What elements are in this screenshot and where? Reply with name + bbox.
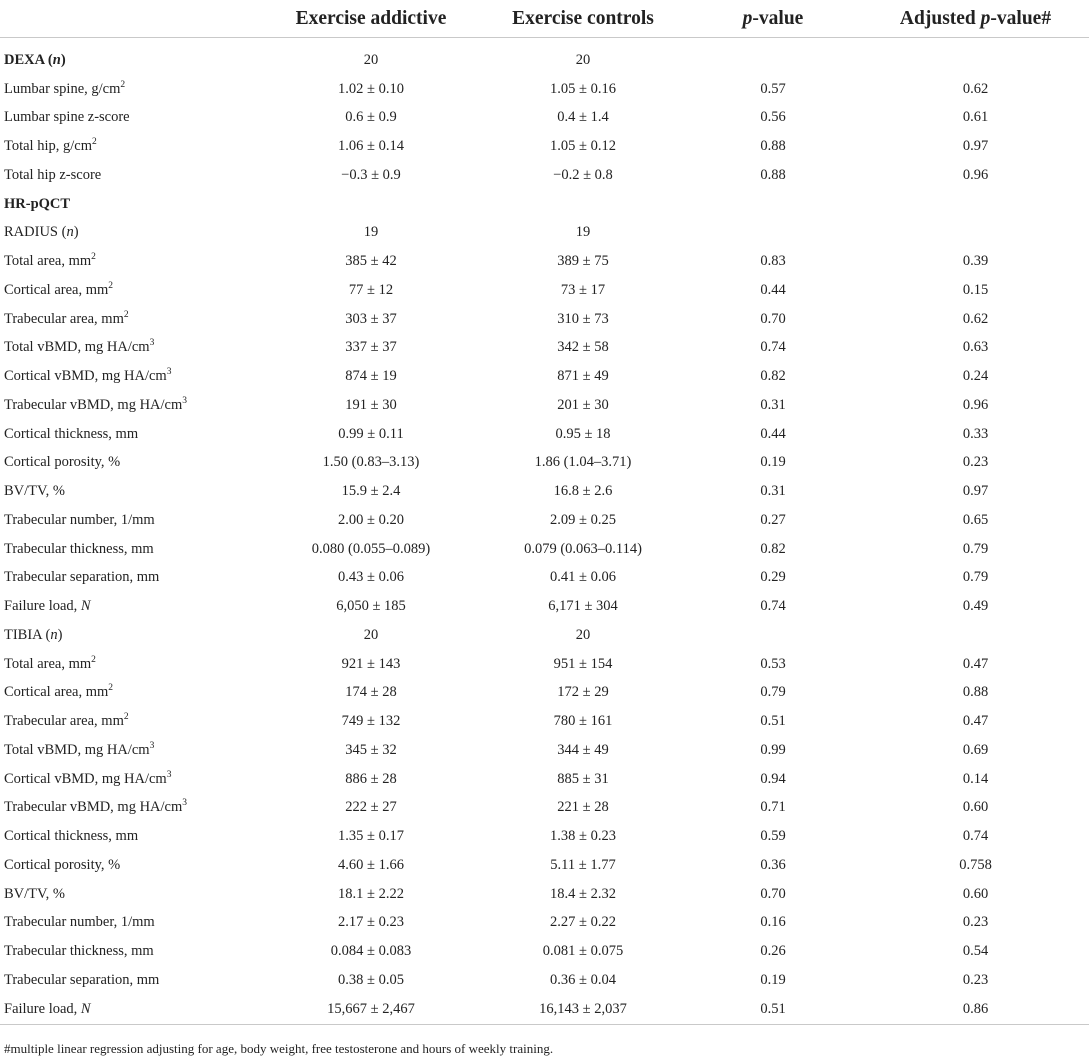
row-label-text: Failure load, xyxy=(4,1000,81,1017)
table-row xyxy=(0,247,1089,276)
value-p: 0.31 xyxy=(760,483,786,500)
table-row xyxy=(0,707,1089,736)
value-exercise-addictive: 337 ± 37 xyxy=(345,339,397,356)
table-row xyxy=(0,650,1089,679)
value-exercise-addictive: 921 ± 143 xyxy=(341,655,401,672)
row-label-italic: n xyxy=(66,224,74,241)
value-exercise-controls: 310 ± 73 xyxy=(557,310,609,327)
table-row xyxy=(0,736,1089,765)
row-label xyxy=(0,420,260,449)
row-label-text: Cortical area, mm xyxy=(4,684,109,701)
table-row xyxy=(0,564,1089,593)
table-row xyxy=(0,161,1089,190)
value-exercise-addictive: 0.6 ± 0.9 xyxy=(345,109,397,126)
row-label-superscript: 3 xyxy=(182,798,188,809)
value-adjusted-p: 0.97 xyxy=(962,483,989,500)
value-exercise-addictive: 385 ± 42 xyxy=(345,253,397,270)
row-label-text: RADIUS ( xyxy=(4,224,67,241)
value-exercise-controls: 0.95 ± 18 xyxy=(555,425,611,442)
table-row xyxy=(0,794,1089,823)
value-exercise-addictive: 19 xyxy=(363,224,379,241)
value-exercise-controls: 0.079 (0.063–0.114) xyxy=(524,540,642,557)
row-label-superscript: 2 xyxy=(91,252,96,263)
value-p xyxy=(684,190,862,219)
value-exercise-controls: 871 ± 49 xyxy=(557,368,609,385)
value-exercise-controls: 16,143 ± 2,037 xyxy=(482,995,684,1025)
row-label xyxy=(0,592,260,621)
row-label-text: Cortical porosity, % xyxy=(4,454,121,471)
row-label xyxy=(0,937,260,966)
value-adjusted-p: 0.47 xyxy=(962,655,989,672)
value-adjusted-p: 0.23 xyxy=(962,971,989,988)
table-row xyxy=(0,219,1089,248)
value-p: 0.44 xyxy=(760,425,786,442)
row-label xyxy=(0,880,260,909)
value-p: 0.57 xyxy=(760,80,786,97)
value-exercise-controls: 20 xyxy=(575,51,591,68)
row-label-italic: N xyxy=(80,1000,91,1017)
value-exercise-addictive: 1.06 ± 0.14 xyxy=(338,138,404,155)
row-label-superscript: 3 xyxy=(182,395,188,406)
row-label-text: Cortical vBMD, mg HA/cm xyxy=(4,368,167,385)
value-exercise-addictive: 20 xyxy=(363,626,379,643)
table-row xyxy=(0,592,1089,621)
value-exercise-controls: 342 ± 58 xyxy=(557,339,609,356)
value-p: 0.29 xyxy=(760,569,786,586)
row-label-text: Cortical thickness, mm xyxy=(4,425,139,442)
value-exercise-controls: 19 xyxy=(575,224,591,241)
value-p: 0.26 xyxy=(760,943,786,960)
value-p: 0.82 xyxy=(760,368,786,385)
value-exercise-controls: 0.081 ± 0.075 xyxy=(542,943,624,960)
value-adjusted-p: 0.96 xyxy=(962,166,989,183)
row-label-text: BV/TV, % xyxy=(4,483,65,500)
row-label-text: Trabecular number, 1/mm xyxy=(4,511,155,528)
value-exercise-addictive: −0.3 ± 0.9 xyxy=(341,166,401,183)
row-label-after: ) xyxy=(73,224,79,241)
value-exercise-controls: 389 ± 75 xyxy=(557,253,609,270)
row-label-superscript: 2 xyxy=(91,137,97,148)
value-p xyxy=(684,46,862,75)
value-exercise-addictive: 1.02 ± 0.10 xyxy=(338,80,404,97)
value-p: 0.53 xyxy=(760,655,786,672)
value-exercise-controls: 1.05 ± 0.16 xyxy=(550,80,616,97)
row-label xyxy=(0,794,260,823)
row-label xyxy=(0,535,260,564)
row-label-text: BV/TV, % xyxy=(4,885,65,902)
value-exercise-controls: 0.41 ± 0.06 xyxy=(550,569,616,586)
value-exercise-addictive: 0.43 ± 0.06 xyxy=(338,569,404,586)
header-p-value-text: -value xyxy=(752,7,804,29)
value-exercise-controls: −0.2 ± 0.8 xyxy=(553,166,613,183)
value-p: 0.70 xyxy=(760,310,786,327)
row-label-text: Total vBMD, mg HA/cm xyxy=(4,741,150,758)
value-p: 0.70 xyxy=(760,885,786,902)
value-exercise-addictive: 77 ± 12 xyxy=(348,281,394,298)
row-label-text: Trabecular number, 1/mm xyxy=(4,914,155,931)
value-p: 0.83 xyxy=(760,253,786,270)
value-adjusted-p xyxy=(862,46,1089,75)
row-label xyxy=(0,621,260,650)
value-p xyxy=(684,621,862,650)
value-p: 0.82 xyxy=(760,540,786,557)
value-exercise-controls: 6,171 ± 304 xyxy=(548,598,618,615)
value-p: 0.99 xyxy=(760,741,786,758)
table-row xyxy=(0,535,1089,564)
table-row xyxy=(0,995,1089,1025)
table-row xyxy=(0,880,1089,909)
table-row xyxy=(0,966,1089,995)
value-exercise-addictive: 2.00 ± 0.20 xyxy=(338,511,404,528)
value-p: 0.94 xyxy=(760,770,786,787)
header-adjusted-p-value xyxy=(862,0,1089,38)
row-label xyxy=(0,46,260,75)
row-label-superscript: 3 xyxy=(166,367,172,378)
value-adjusted-p xyxy=(862,621,1089,650)
value-exercise-addictive: 345 ± 32 xyxy=(345,741,397,758)
value-exercise-controls: 18.4 ± 2.32 xyxy=(550,885,616,902)
row-label xyxy=(0,477,260,506)
value-adjusted-p: 0.23 xyxy=(962,914,989,931)
row-label xyxy=(0,219,260,248)
value-adjusted-p: 0.88 xyxy=(962,684,989,701)
table-row xyxy=(0,75,1089,104)
value-exercise-addictive: 6,050 ± 185 xyxy=(336,598,406,615)
value-exercise-controls: 780 ± 161 xyxy=(553,713,613,730)
row-label-text: Trabecular thickness, mm xyxy=(4,540,154,557)
value-p: 0.56 xyxy=(760,109,786,126)
row-label xyxy=(0,449,260,478)
value-adjusted-p: 0.60 xyxy=(962,885,989,902)
table-header xyxy=(0,0,1089,38)
row-label-superscript: 2 xyxy=(108,280,114,291)
row-label-text: Total vBMD, mg HA/cm xyxy=(4,339,150,356)
row-label xyxy=(0,104,260,133)
row-label xyxy=(0,851,260,880)
value-exercise-controls: 73 ± 17 xyxy=(560,281,606,298)
value-adjusted-p: 0.60 xyxy=(962,799,989,816)
row-label-text: Cortical porosity, % xyxy=(4,856,121,873)
value-p xyxy=(684,219,862,248)
value-p: 0.74 xyxy=(760,598,786,615)
value-exercise-controls: 2.09 ± 0.25 xyxy=(550,511,616,528)
row-label-text: Total area, mm xyxy=(4,655,92,672)
row-label xyxy=(0,650,260,679)
table-footnote: #multiple linear regression adjusting for age, body weight, free testosterone and hours of weekly training. xyxy=(4,1041,554,1056)
value-adjusted-p: 0.96 xyxy=(962,396,989,413)
header-label xyxy=(0,0,260,38)
value-p: 0.88 xyxy=(760,138,786,155)
row-label-text: Trabecular vBMD, mg HA/cm xyxy=(4,799,183,816)
value-exercise-controls: 16.8 ± 2.6 xyxy=(553,483,613,500)
value-adjusted-p: 0.62 xyxy=(962,80,989,97)
row-label-after: ) xyxy=(60,51,66,68)
row-label-text: Trabecular thickness, mm xyxy=(4,943,154,960)
value-exercise-addictive: 222 ± 27 xyxy=(345,799,397,816)
value-exercise-addictive: 0.99 ± 0.11 xyxy=(338,425,404,442)
value-exercise-controls: 1.86 (1.04–3.71) xyxy=(534,454,632,471)
value-p: 0.19 xyxy=(760,454,786,471)
row-label-text: DEXA ( xyxy=(4,51,53,68)
header-row xyxy=(0,0,1089,38)
table-row xyxy=(0,506,1089,535)
value-adjusted-p: 0.69 xyxy=(962,741,989,758)
row-label-superscript: 2 xyxy=(120,79,126,90)
value-adjusted-p: 0.86 xyxy=(862,995,1089,1025)
value-exercise-controls: 1.05 ± 0.12 xyxy=(550,138,616,155)
value-adjusted-p: 0.54 xyxy=(962,943,989,960)
value-exercise-addictive: 303 ± 37 xyxy=(345,310,397,327)
row-label-after: ) xyxy=(57,626,63,643)
value-exercise-controls: 1.38 ± 0.23 xyxy=(550,828,616,845)
row-label-text: Trabecular vBMD, mg HA/cm xyxy=(4,396,183,413)
header-exercise-controls: Exercise controls xyxy=(482,0,684,38)
row-label xyxy=(0,736,260,765)
value-adjusted-p: 0.79 xyxy=(962,569,989,586)
row-label-text: Total hip z-score xyxy=(4,166,102,183)
header-p-value xyxy=(684,0,862,38)
row-label-text: Trabecular area, mm xyxy=(4,310,124,327)
value-adjusted-p xyxy=(862,219,1089,248)
row-label xyxy=(0,161,260,190)
row-label-superscript: 2 xyxy=(123,309,129,320)
table-row xyxy=(0,104,1089,133)
row-label-text: Failure load, xyxy=(4,598,81,615)
value-adjusted-p: 0.79 xyxy=(962,540,989,557)
value-exercise-addictive: 1.35 ± 0.17 xyxy=(338,828,404,845)
value-adjusted-p: 0.24 xyxy=(962,368,989,385)
row-label-text: Trabecular area, mm xyxy=(4,713,124,730)
row-label xyxy=(0,334,260,363)
value-exercise-addictive: 20 xyxy=(363,51,379,68)
value-exercise-addictive: 191 ± 30 xyxy=(345,396,397,413)
table-row xyxy=(0,420,1089,449)
value-adjusted-p xyxy=(862,190,1089,219)
value-exercise-addictive: 0.084 ± 0.083 xyxy=(330,943,412,960)
value-exercise-controls: 344 ± 49 xyxy=(557,741,609,758)
table-row xyxy=(0,391,1089,420)
value-exercise-addictive: 1.50 (0.83–3.13) xyxy=(322,454,420,471)
spacer-row xyxy=(0,38,1089,47)
table-row xyxy=(0,909,1089,938)
row-label-italic: N xyxy=(80,598,91,615)
value-exercise-addictive: 174 ± 28 xyxy=(345,684,397,701)
table-body xyxy=(0,38,1089,1025)
row-label-superscript: 2 xyxy=(91,654,96,665)
value-exercise-controls xyxy=(482,190,684,219)
table-row xyxy=(0,679,1089,708)
section-row xyxy=(0,46,1089,75)
table-row xyxy=(0,449,1089,478)
row-label-text: Lumbar spine z-score xyxy=(4,109,130,126)
table-row xyxy=(0,822,1089,851)
value-adjusted-p: 0.97 xyxy=(962,138,989,155)
row-label-text: TIBIA ( xyxy=(4,626,51,643)
row-label xyxy=(0,190,260,219)
section-row xyxy=(0,190,1089,219)
row-label xyxy=(0,391,260,420)
value-p: 0.71 xyxy=(760,799,786,816)
row-label xyxy=(0,679,260,708)
table-row xyxy=(0,132,1089,161)
value-exercise-controls: 885 ± 31 xyxy=(557,770,609,787)
value-adjusted-p: 0.15 xyxy=(962,281,989,298)
row-label xyxy=(0,247,260,276)
value-adjusted-p: 0.65 xyxy=(962,511,989,528)
row-label xyxy=(0,362,260,391)
row-label xyxy=(0,909,260,938)
value-exercise-addictive: 749 ± 132 xyxy=(341,713,401,730)
value-exercise-addictive: 0.080 (0.055–0.089) xyxy=(311,540,431,557)
row-label-italic: n xyxy=(50,626,58,643)
value-exercise-addictive: 874 ± 19 xyxy=(345,368,397,385)
value-exercise-controls: 172 ± 29 xyxy=(557,684,609,701)
row-label xyxy=(0,707,260,736)
value-adjusted-p: 0.39 xyxy=(962,253,989,270)
value-exercise-controls: 221 ± 28 xyxy=(557,799,609,816)
value-exercise-addictive: 2.17 ± 0.23 xyxy=(338,914,404,931)
value-exercise-addictive: 886 ± 28 xyxy=(345,770,397,787)
header-adjusted-suffix: -value# xyxy=(990,7,1052,29)
value-adjusted-p: 0.62 xyxy=(962,310,989,327)
value-adjusted-p: 0.63 xyxy=(962,339,989,356)
table-row xyxy=(0,334,1089,363)
row-label-text: HR-pQCT xyxy=(4,195,71,212)
header-p-value-italic: p xyxy=(742,7,753,29)
row-label xyxy=(0,506,260,535)
header-adjusted-text: Adjusted xyxy=(899,7,981,29)
row-label xyxy=(0,75,260,104)
value-p: 0.51 xyxy=(760,713,786,730)
row-label-superscript: 3 xyxy=(166,769,172,780)
row-label-superscript: 3 xyxy=(149,740,155,751)
value-exercise-controls: 2.27 ± 0.22 xyxy=(550,914,616,931)
row-label-text: Trabecular separation, mm xyxy=(4,971,160,988)
row-label xyxy=(0,966,260,995)
value-p: 0.79 xyxy=(760,684,786,701)
value-adjusted-p: 0.74 xyxy=(962,828,989,845)
value-adjusted-p: 0.47 xyxy=(962,713,989,730)
value-exercise-controls: 0.4 ± 1.4 xyxy=(557,109,609,126)
value-adjusted-p: 0.23 xyxy=(962,454,989,471)
value-adjusted-p: 0.49 xyxy=(962,598,989,615)
row-label xyxy=(0,132,260,161)
header-exercise-addictive: Exercise addictive xyxy=(260,0,482,38)
row-label-superscript: 3 xyxy=(149,338,155,349)
value-p: 0.27 xyxy=(760,511,786,528)
row-label-text: Total hip, g/cm xyxy=(4,138,92,155)
value-adjusted-p: 0.14 xyxy=(962,770,989,787)
table-row xyxy=(0,362,1089,391)
table-row xyxy=(0,276,1089,305)
row-label-text: Total area, mm xyxy=(4,253,92,270)
row-label-superscript: 2 xyxy=(123,712,129,723)
value-adjusted-p: 0.758 xyxy=(959,856,992,873)
value-p: 0.59 xyxy=(760,828,786,845)
value-p: 0.74 xyxy=(760,339,786,356)
value-exercise-controls: 20 xyxy=(575,626,591,643)
row-label-text: Lumbar spine, g/cm xyxy=(4,80,121,97)
table-row xyxy=(0,765,1089,794)
row-label-italic: n xyxy=(52,51,61,68)
header-adjusted-italic: p xyxy=(980,7,991,29)
row-label xyxy=(0,765,260,794)
row-label-text: Cortical vBMD, mg HA/cm xyxy=(4,770,167,787)
row-label xyxy=(0,822,260,851)
table-row xyxy=(0,305,1089,334)
table-row xyxy=(0,621,1089,650)
value-p: 0.19 xyxy=(760,971,786,988)
value-p: 0.31 xyxy=(760,396,786,413)
row-label-superscript: 2 xyxy=(108,683,114,694)
value-exercise-controls: 951 ± 154 xyxy=(553,655,613,672)
value-exercise-addictive: 4.60 ± 1.66 xyxy=(338,856,404,873)
row-label-text: Cortical thickness, mm xyxy=(4,828,139,845)
value-exercise-addictive: 15,667 ± 2,467 xyxy=(260,995,482,1025)
row-label-text: Cortical area, mm xyxy=(4,281,109,298)
value-p: 0.88 xyxy=(760,166,786,183)
row-label xyxy=(0,305,260,334)
value-exercise-addictive xyxy=(260,190,482,219)
value-exercise-addictive: 0.38 ± 0.05 xyxy=(338,971,404,988)
row-label xyxy=(0,564,260,593)
row-label xyxy=(0,276,260,305)
value-exercise-addictive: 15.9 ± 2.4 xyxy=(341,483,401,500)
value-p: 0.36 xyxy=(760,856,786,873)
table-row xyxy=(0,937,1089,966)
table-row xyxy=(0,851,1089,880)
value-exercise-controls: 201 ± 30 xyxy=(557,396,609,413)
value-p: 0.51 xyxy=(684,995,862,1025)
value-p: 0.44 xyxy=(760,281,786,298)
table-row xyxy=(0,477,1089,506)
value-exercise-controls: 0.36 ± 0.04 xyxy=(550,971,616,988)
value-exercise-controls: 5.11 ± 1.77 xyxy=(550,856,616,873)
row-label-text: Trabecular separation, mm xyxy=(4,569,160,586)
value-p: 0.16 xyxy=(760,914,786,931)
row-label xyxy=(0,995,260,1025)
value-adjusted-p: 0.33 xyxy=(962,425,989,442)
value-exercise-addictive: 18.1 ± 2.22 xyxy=(338,885,404,902)
value-adjusted-p: 0.61 xyxy=(962,109,989,126)
